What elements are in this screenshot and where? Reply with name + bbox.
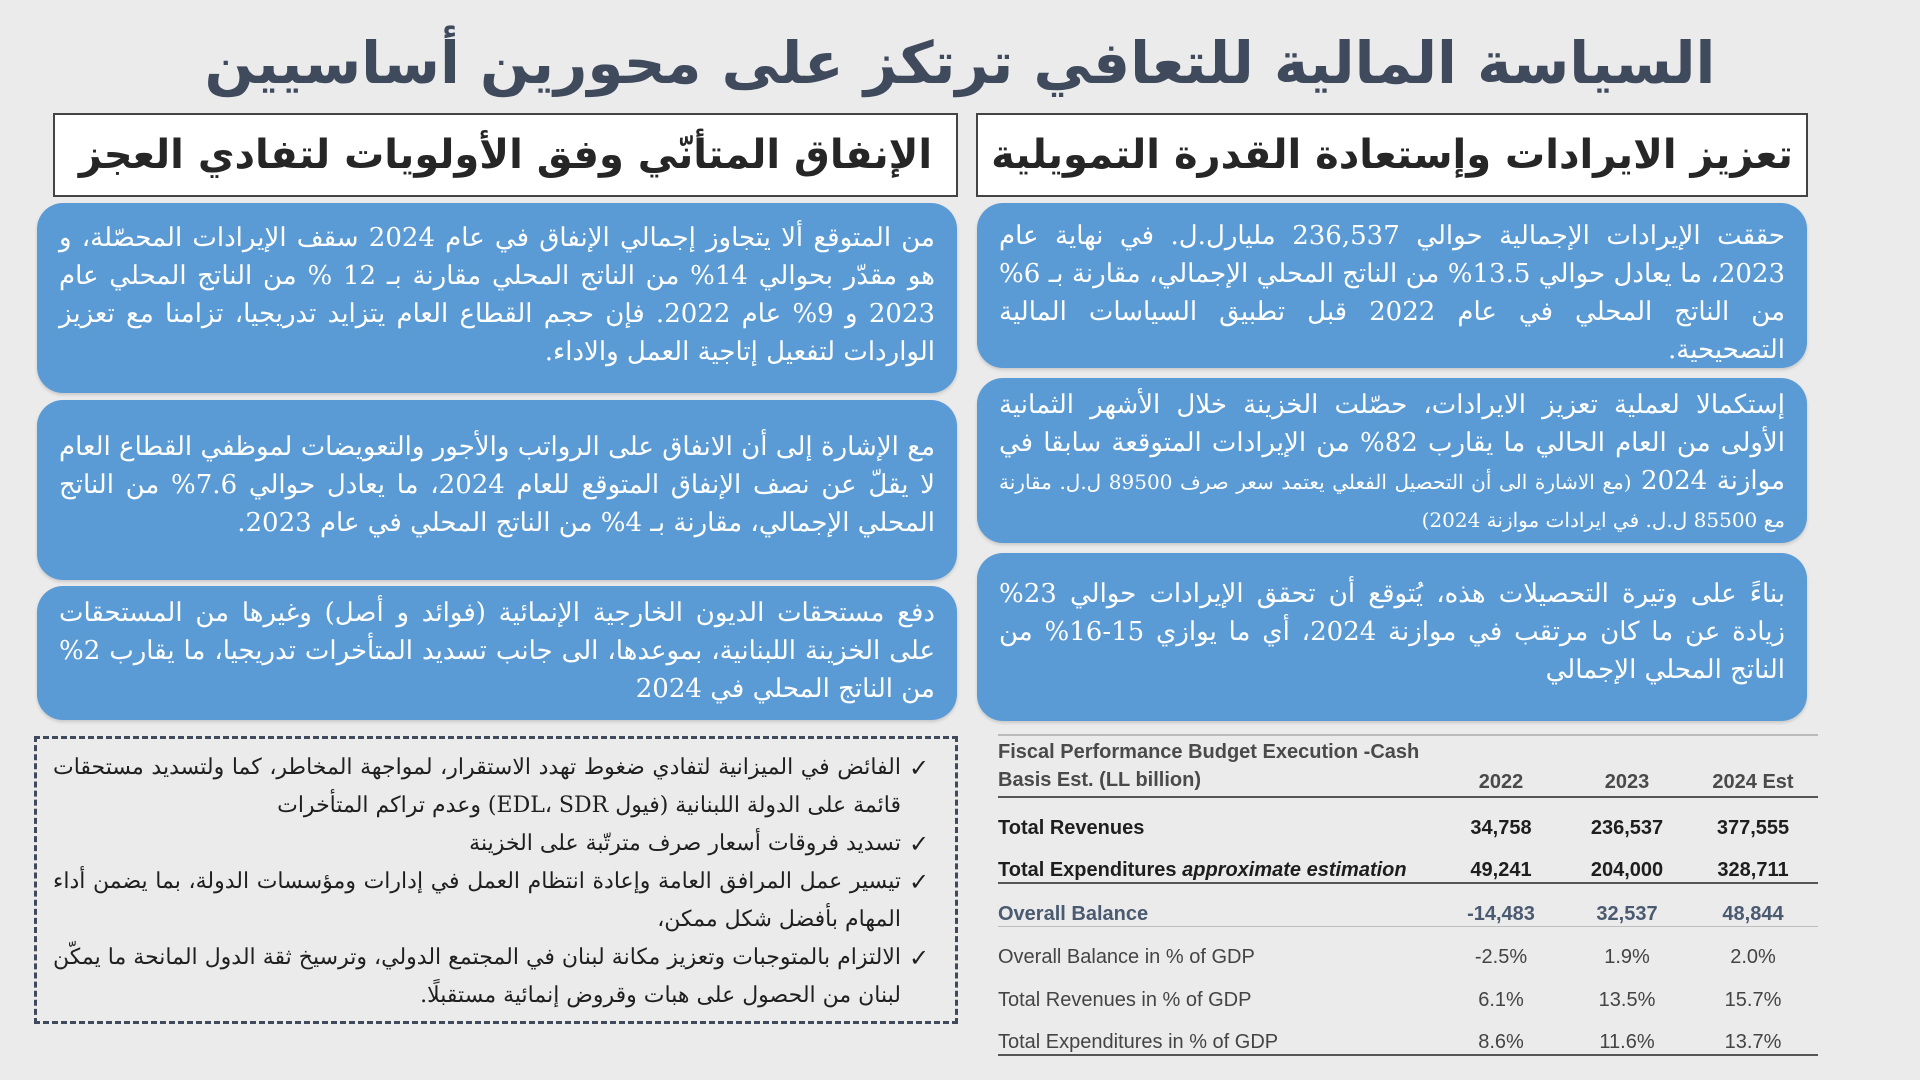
table-row-total-revenues: Total Revenues 34,758 236,537 377,555 [998,817,1790,839]
bullet-item [53,939,937,1015]
revenue-box-3 [977,553,1807,721]
bullet-text: تيسير عمل المرافق العامة وإعادة انتظام العمل في إدارات ومؤسسات الدولة، بما يضمن أداء المهام بأفضل شكل ممكن، [53,869,901,932]
bullet-item [53,825,937,863]
table-header-label: Fiscal Performance Budget Execution -Cash Basis Est. (LL billion) [998,741,1420,791]
table-row-balance-gdp: Overall Balance in % of GDP -2.5% 1.9% 2.0% [998,946,1776,968]
table-row-expenditures-gdp: Total Expenditures in % of GDP 8.6% 11.6% 13.7% [998,1013,1818,1056]
revenue-box-1 [977,203,1807,368]
column-header-2024: 2024 Est [1712,771,1794,793]
table-row-total-expenditures: Total Expenditures approximate estimation 49,241 204,000 328,711 [998,841,1818,884]
spending-box-2 [37,400,957,580]
column-header-2023: 2023 [1604,771,1650,793]
spending-box-3-text: دفع مستحقات الديون الخارجية الإنمائية (فوائد و أصل) وغيرها من المستحقات على الخزينة اللبنانية، بموعدها، الى جانب تسديد المتأخرات تدريجيا، ما يقارب 2% من الناتج المحلي في 2024 [59,598,935,704]
spending-box-1-text: من المتوقع ألا يتجاوز إجمالي الإنفاق في عام 2024 سقف الإيرادات المحصّلة، و هو مقدّر بحوالي 14% من الناتج المحلي مقارنة بـ 12 % من الناتج المحلي عام 2023 و 9% عام 2022. فإن حجم القطاع العام يتزايد تدريجيا، تزامنا مع تعزيز الواردات لتفعيل إتاجية العمل والاداء. [59,223,935,367]
check-icon: ✓ [908,944,930,972]
fiscal-performance-table [998,734,1818,1056]
bullet-text: الفائض في الميزانية لتفادي ضغوط تهدد الاستقرار، لمواجهة المخاطر، كما ولتسديد مستحقات قائمة على الدولة اللبنانية (فيول EDL، SDR) وعدم تراكم المتأخرات [53,755,901,818]
revenue-box-2-text: إستكمالا لعملية تعزيز الايرادات، حصّلت الخزينة خلال الأشهر الثمانية الأولى من العام الحالي ما يقارب 82% من الإيرادات المتوقعة سابقا في موازنة 2024 [999,390,1786,496]
bullet-text: تسديد فروقات أسعار صرف مترتّبة على الخزينة [469,831,901,856]
check-icon: ✓ [908,830,930,858]
bullet-item [53,863,937,939]
check-icon: ✓ [908,754,930,782]
revenue-box-2 [977,378,1807,543]
page-title: السياسة المالية للتعافي ترتكز على محورين أساسيين [204,29,1716,97]
header-spending: الإنفاق المتأنّي وفق الأولويات لتفادي العجز [53,113,958,197]
table-header-row [998,734,1818,798]
header-revenues: تعزيز الايرادات وإستعادة القدرة التمويلية [976,113,1808,197]
revenue-box-3-text: بناءً على وتيرة التحصيلات هذه، يُتوقع أن تحقق الإيرادات حوالي 23% زيادة عن ما كان مرتقب في موازنة 2024، أي ما يوازي 15-16% من الناتج المحلي الإجمالي [999,579,1785,685]
spending-box-3 [37,586,957,720]
revenue-box-1-text: حققت الإيرادات الإجمالية حوالي 236,537 مليارل.ل. في نهاية عام 2023، ما يعادل حوالي 13.5% من الناتج المحلي الإجمالي، مقارنة بـ 6% من الناتج المحلي في عام 2022 قبل تطبيق السياسات المالية التصحيحية. [999,221,1785,365]
bullet-item [53,749,937,825]
bullet-text: الالتزام بالمتوجبات وتعزيز مكانة لبنان في المجتمع الدولي، وترسيخ ثقة الدول المانحة ما يمكّن لبنان من الحصول على هبات وقروض إنمائية مستقبلًا. [53,945,901,1008]
check-icon: ✓ [908,868,930,896]
spending-box-1 [37,203,957,393]
table-row-overall-balance: Overall Balance -14,483 32,537 48,844 [998,884,1818,927]
spending-box-2-text: مع الإشارة إلى أن الانفاق على الرواتب والأجور والتعويضات لموظفي القطاع العام لا يقلّ عن نصف الإنفاق المتوقع للعام 2024، ما يعادل حوالي 7.6% من الناتج المحلي الإجمالي، مقارنة بـ 4% من الناتج المحلي في عام 2023. [59,432,935,538]
revenue-box-2-note: (مع الاشارة الى أن التحصيل الفعلي يعتمد سعر صرف 89500 ل.ل. مقارنة مع 85500 ل.ل. في ايرادات موازنة 2024) [999,470,1785,532]
table-row-revenues-gdp: Total Revenues in % of GDP 6.1% 13.5% 15.7% [998,989,1782,1011]
column-header-2022: 2022 [1478,771,1524,793]
surplus-bullet-list [34,736,958,1024]
